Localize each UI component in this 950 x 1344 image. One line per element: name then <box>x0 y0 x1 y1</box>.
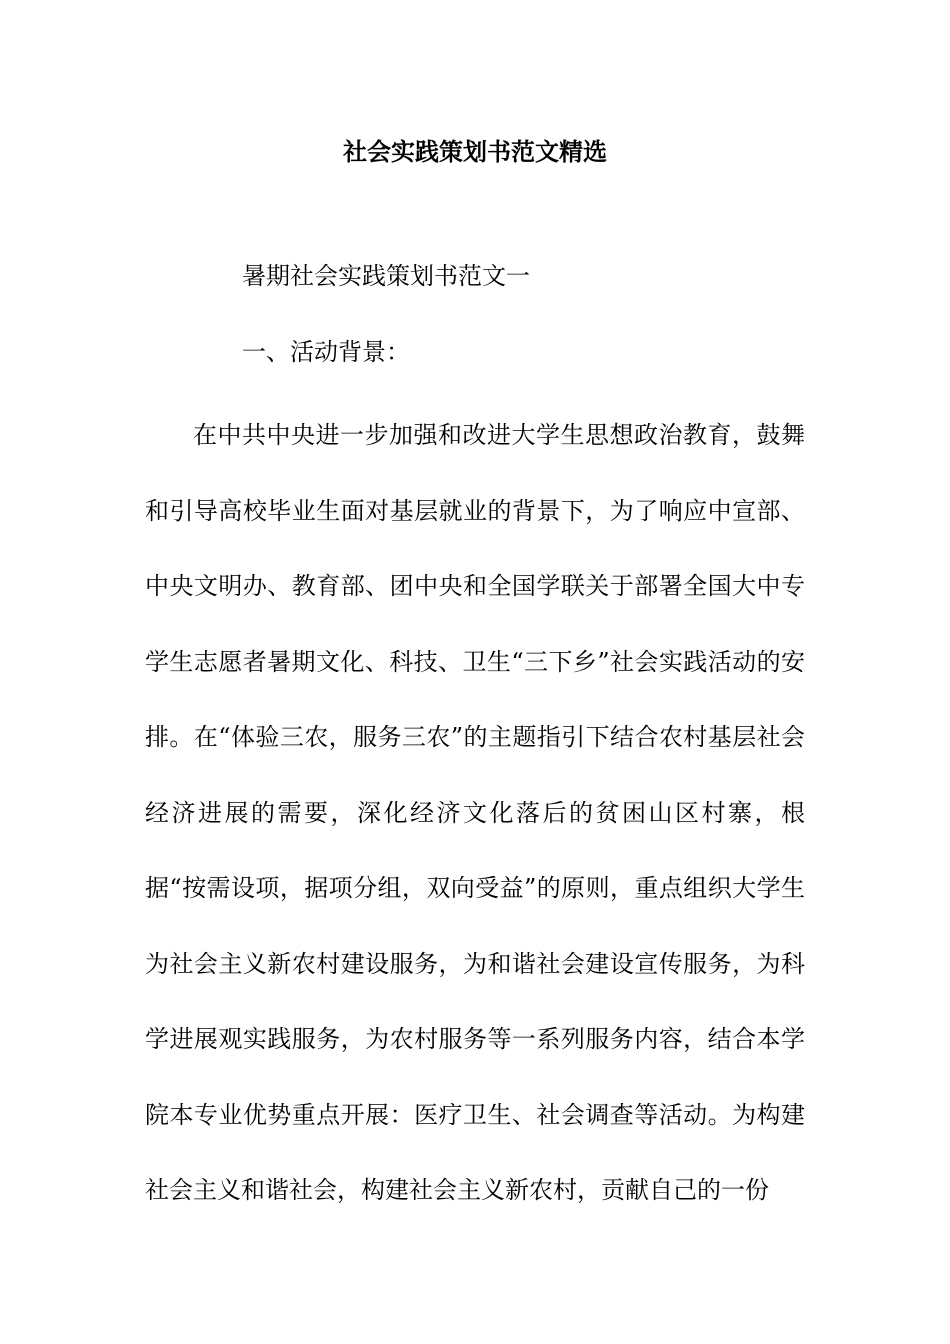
body-paragraph: 在中共中央进一步加强和改进大学生思想政治教育，鼓舞和引导高校毕业生面对基层就业的背景下，为了响应中宣部、中央文明办、教育部、团中央和全国学联关于部署全国大中专学生志愿者暑期文化、科技、卫生“三下乡”社会实践活动的安排。在“体验三农，服务三农”的主题指引下结合农村基层社会经济进展的需要，深化经济文化落后的贫困山区村寨，根据“按需设项，据项分组，双向受益”的原则，重点组织大学生为社会主义新农村建设服务，为和谐社会建设宣传服务，为科学进展观实践服务，为农村服务等一系列服务内容，结合本学院本专业优势重点开展：医疗卫生、社会调查等活动。为构建社会主义和谐社会，构建社会主义新农村，贡献自己的一份 <box>145 421 805 1204</box>
document-title: 社会实践策划书范文精选 <box>343 137 607 166</box>
subsection-heading: 一、活动背景： <box>242 338 410 366</box>
section-heading: 暑期社会实践策划书范文一 <box>242 262 530 290</box>
